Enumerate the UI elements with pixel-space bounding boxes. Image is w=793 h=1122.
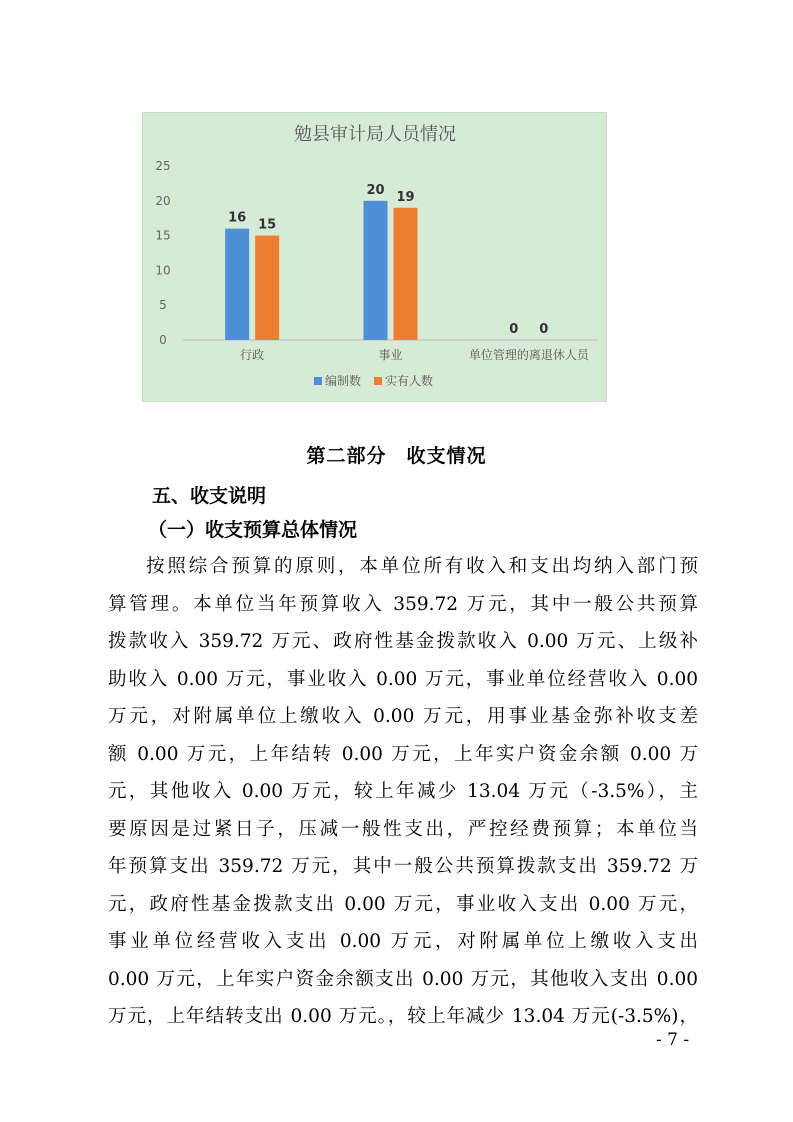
body-line: 要原因是过紧日子，压减一般性支出，严控经费预算；本单位当 — [108, 818, 698, 840]
body-line: 元，其他收入 0.00 万元，较上年减少 13.04 万元（-3.5%），主 — [108, 781, 698, 802]
x-tick-label: 单位管理的离退休人员 — [468, 348, 589, 362]
staff-chart — [142, 112, 607, 402]
bar — [394, 208, 418, 340]
y-tick-label: 5 — [159, 298, 167, 313]
y-tick-label: 0 — [159, 333, 167, 347]
body-line: 按照综合预算的原则，本单位所有收入和支出均纳入部门预 — [146, 556, 698, 577]
bar-data-label: 15 — [258, 217, 277, 233]
chart-title: 勉县审计局人员情况 — [294, 124, 456, 145]
body-line: 拨款收入 359.72 万元、政府性基金拨款收入 0.00 万元、上级补 — [108, 631, 698, 652]
page-number: - 7 - — [656, 1030, 690, 1050]
body-line: 万元，对附属单位上缴收入 0.00 万元，用事业基金弥补收支差 — [108, 706, 698, 727]
bar — [225, 229, 249, 340]
bars-group — [225, 201, 417, 340]
legend-label: 编制数 — [325, 374, 362, 388]
bar — [364, 201, 388, 340]
body-line: 算管理。本单位当年预算收入 359.72 万元，其中一般公共预算 — [108, 593, 698, 615]
bar-data-label: 20 — [366, 182, 385, 198]
legend-swatch — [374, 377, 382, 385]
x-tick-label: 行政 — [240, 348, 265, 362]
y-axis-ticks — [155, 159, 170, 347]
sub-title: （一）收支预算总体情况 — [148, 519, 358, 541]
staff-bar-chart — [143, 113, 608, 403]
bar-data-label: 16 — [228, 210, 247, 226]
section-title: 五、收支说明 — [152, 485, 267, 507]
legend-swatch — [314, 377, 322, 385]
body-line: 年预算支出 359.72 万元，其中一般公共预算拨款支出 359.72 万 — [108, 856, 698, 877]
body-line: 事业单位经营收入支出 0.00 万元，对附属单位上缴收入支出 — [108, 931, 698, 952]
bar-data-label: 0 — [509, 322, 519, 337]
legend-label: 实有人数 — [385, 374, 434, 388]
chart-legend — [314, 373, 433, 388]
body-line: 元，政府性基金拨款支出 0.00 万元，事业收入支出 0.00 万元， — [108, 893, 698, 915]
x-axis-labels — [240, 347, 590, 362]
x-tick-label: 事业 — [378, 348, 403, 362]
bar-data-label: 0 — [539, 322, 549, 337]
body-paragraph — [108, 548, 698, 1036]
body-line: 额 0.00 万元，上年结转 0.00 万元，上年实户资金余额 0.00 万 — [108, 743, 698, 765]
y-tick-label: 10 — [155, 263, 171, 278]
y-tick-label: 25 — [155, 159, 171, 173]
bar — [255, 236, 279, 340]
y-tick-label: 15 — [155, 228, 171, 243]
y-tick-label: 20 — [155, 193, 171, 208]
part-title: 第二部分 收支情况 — [306, 445, 487, 467]
bar-data-label: 19 — [396, 189, 415, 205]
body-line: 助收入 0.00 万元，事业收入 0.00 万元，事业单位经营收入 0.00 — [108, 668, 698, 690]
body-line: 0.00 万元，上年实户资金余额支出 0.00 万元，其他收入支出 0.00 — [108, 968, 698, 990]
body-line: 万元，上年结转支出 0.00 万元。，较上年减少 13.04 万元(-3.5%)， — [108, 1006, 698, 1027]
